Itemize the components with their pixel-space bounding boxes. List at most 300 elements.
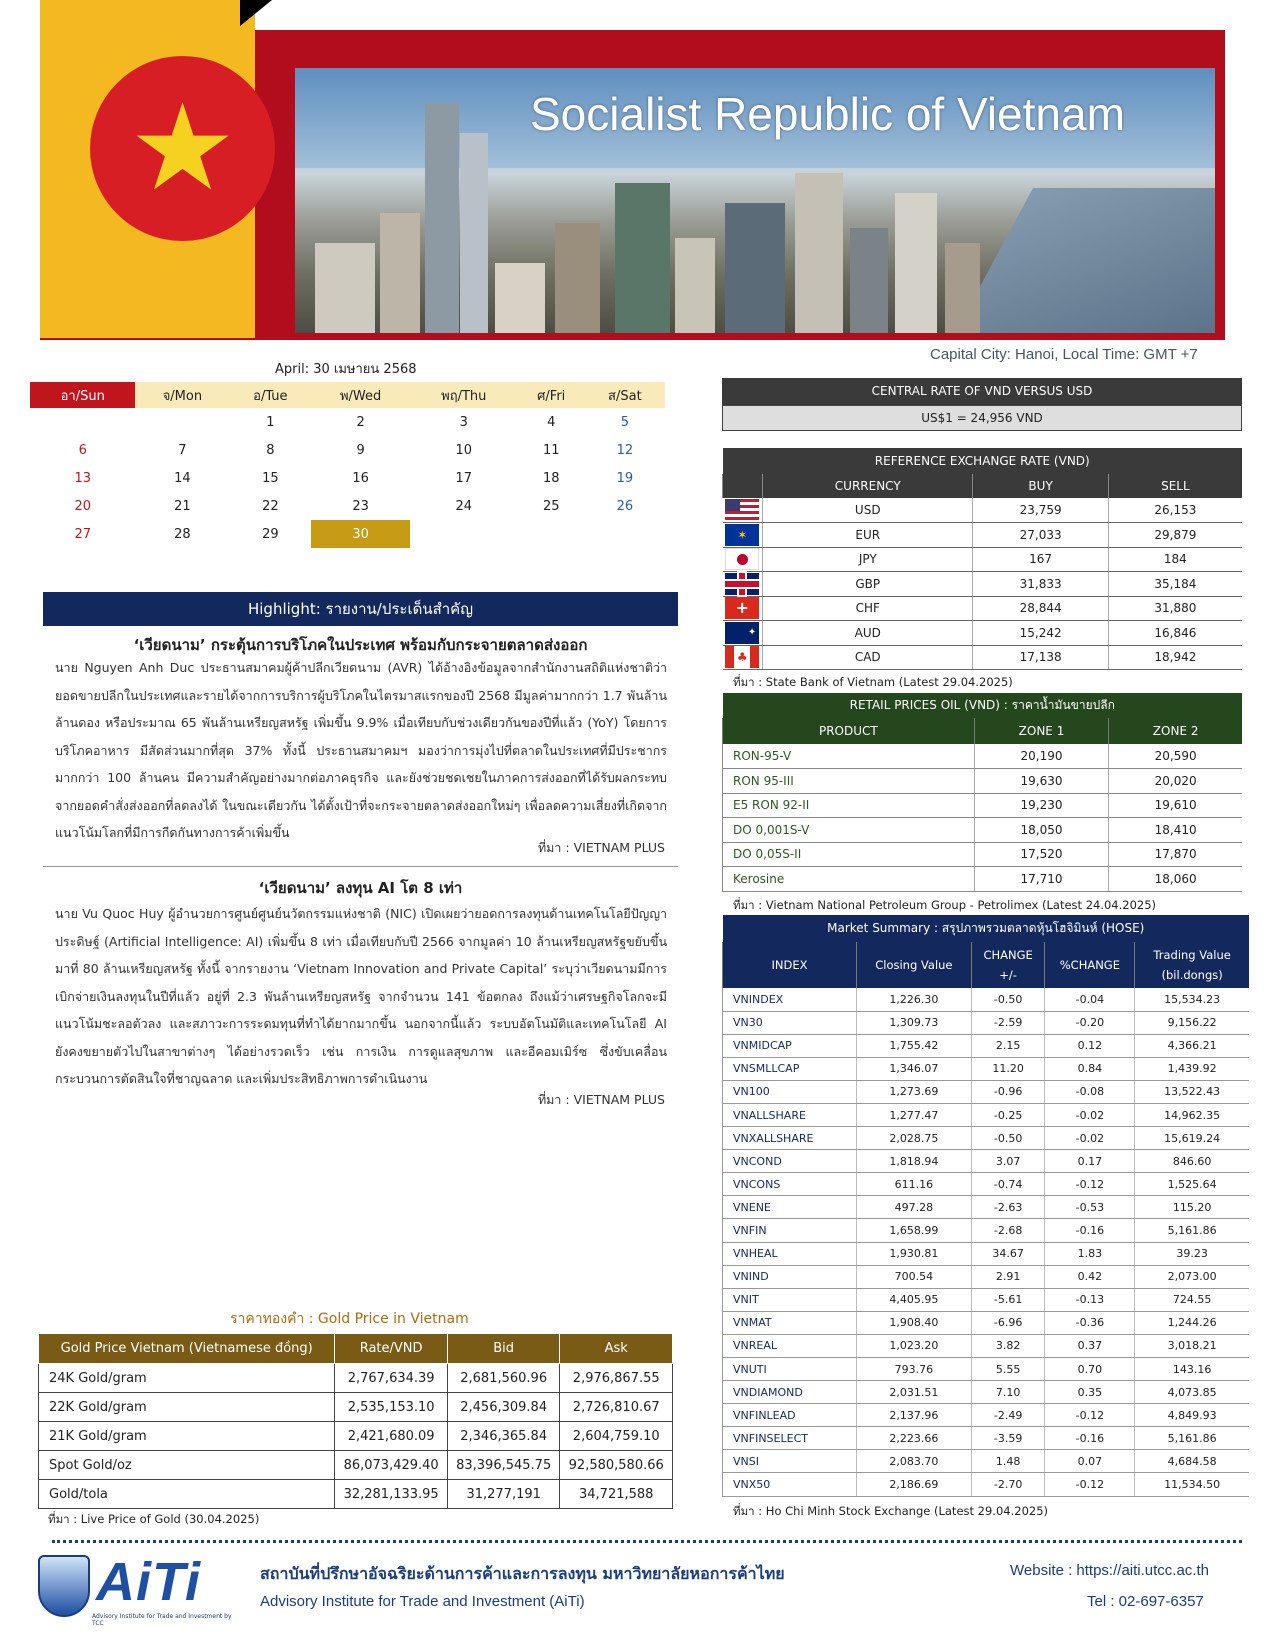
gold-header: Gold Price Vietnam (Vietnamese đồng) — [39, 1334, 335, 1364]
market-cell: VNSMLLCAP — [723, 1057, 857, 1080]
market-cell: 1,273.69 — [857, 1080, 972, 1103]
market-row — [723, 1404, 1250, 1427]
market-cell: 0.84 — [1045, 1057, 1135, 1080]
gold-row — [39, 1422, 673, 1451]
shield-icon — [38, 1555, 90, 1617]
gold-row — [39, 1393, 673, 1422]
market-cell: 2,031.51 — [857, 1381, 972, 1404]
market-header-line: Closing Value — [875, 958, 953, 972]
market-cell: 0.35 — [1045, 1381, 1135, 1404]
market-cell: 0.42 — [1045, 1265, 1135, 1288]
fx-flag-cell — [723, 645, 763, 670]
market-cell: -0.02 — [1045, 1127, 1135, 1150]
market-cell: -0.04 — [1045, 988, 1135, 1011]
calendar-day: 22 — [262, 498, 279, 514]
market-cell: VNFINSELECT — [723, 1427, 857, 1450]
calendar-day — [518, 520, 585, 548]
market-cell: 14,962.35 — [1135, 1103, 1249, 1126]
market-row — [723, 1473, 1250, 1496]
fx-cur: USD — [763, 498, 973, 523]
calendar-day: 2 — [356, 414, 365, 430]
market-cell: 0.07 — [1045, 1450, 1135, 1473]
ca-flag-icon: ♣ — [725, 646, 759, 668]
calendar-week — [30, 492, 665, 520]
market-header — [723, 942, 857, 988]
exchange-rate-table — [722, 448, 1242, 670]
calendar-day: 5 — [620, 414, 630, 430]
eu-flag-icon: ✶ — [725, 524, 759, 546]
market-cell: 2,083.70 — [857, 1450, 972, 1473]
gold-cell: 22K Gold/gram — [39, 1393, 335, 1422]
market-cell: -0.53 — [1045, 1196, 1135, 1219]
market-cell: -0.16 — [1045, 1219, 1135, 1242]
oil-cell: 18,050 — [974, 818, 1109, 843]
jp-flag-icon — [725, 548, 759, 570]
market-cell: VNINDEX — [723, 988, 857, 1011]
article-source: ที่มา : VIETNAM PLUS — [537, 1092, 665, 1107]
gold-row — [39, 1451, 673, 1480]
fx-row — [723, 621, 1243, 646]
market-cell: -6.96 — [971, 1311, 1045, 1334]
calendar-day: 1 — [266, 414, 275, 430]
article-body: นาย Vu Quoc Huy ผู้อำนวยการศูนย์ศูนย์นวัตกรรมแห่งชาติ (NIC) เปิดเผยว่ายอดการลงทุนด้านเทคโนโลยีปัญญาประดิษฐ์ (Artificial Intelligence: AI) เพิ่มขึ้น 8 เท่า เมื่อเทียบกับปี 2566 จากมูลค่า 10 ล้านเหรียญสหรัฐขยับขึ้นมาที่ 80 ล้านเหรียญสหรัฐ ทั้งนี้ จากรายงาน ‘Vietnam Innovation and Private Capital’ ระบุว่าเวียดนามมีการเบิกจ่ายเงินลงทุนในปีที่แล้ว อยู่ที่ 2.3 พันล้านเหรียญสหรัฐ จากจำนวน 141 ข้อตกลง ถึงแม้ว่าเศรษฐกิจโลกจะมีแนวโน้มชะลอตัวลง และสภาวะการระดมทุนที่ทำได้ยากมากขึ้น นอกจากนี้แล้ว ระบบอัตโนมัติและเทคโนโลยี AI ยังคงขยายตัวไปในสาขาต่างๆ ได้อย่างรวดเร็ว เช่น การเงิน การดูแลสุขภาพ และอีคอมเมิร์ซ ซึ่งขับเคลื่อนกระบวนการตัดสินใจที่ชาญฉลาด และเพิ่มประสิทธิภาพการดำเนินงาน — [55, 906, 667, 1086]
market-row — [723, 1150, 1250, 1173]
aiti-logo — [38, 1552, 243, 1627]
fx-cur: EUR — [763, 523, 973, 548]
market-row — [723, 1242, 1250, 1265]
fx-row — [723, 523, 1243, 548]
calendar-day: 11 — [542, 442, 560, 458]
fx-header: BUY — [973, 474, 1108, 498]
gold-cell: 2,726,810.67 — [560, 1393, 673, 1422]
market-header-line: +/- — [999, 968, 1017, 982]
calendar-day — [585, 520, 665, 548]
market-cell: VNFINLEAD — [723, 1404, 857, 1427]
market-cell: 9,156.22 — [1135, 1011, 1249, 1034]
au-flag-icon: ✦ — [725, 622, 759, 644]
market-header-line: %CHANGE — [1059, 958, 1120, 972]
fx-flag-cell — [723, 572, 763, 597]
fx-header: SELL — [1108, 474, 1242, 498]
fx-flag-cell — [723, 596, 763, 621]
calendar — [30, 382, 665, 548]
calendar-day: 30 — [311, 520, 409, 548]
fx-sell: 16,846 — [1108, 621, 1242, 646]
market-cell: 11.20 — [971, 1057, 1045, 1080]
oil-cell: 20,020 — [1109, 769, 1242, 794]
gold-cell: 2,346,365.84 — [447, 1422, 560, 1451]
gold-cell: 31,277,191 — [447, 1480, 560, 1509]
calendar-day: 9 — [356, 442, 365, 458]
fx-flag-cell — [723, 547, 763, 572]
gold-header: Rate/VND — [335, 1334, 448, 1364]
market-header-line: INDEX — [771, 958, 808, 972]
oil-cell: 18,060 — [1109, 867, 1242, 892]
market-cell: VNDIAMOND — [723, 1381, 857, 1404]
market-cell: 5.55 — [971, 1358, 1045, 1381]
central-rate-value: US$1 = 24,956 VND — [722, 405, 1242, 431]
market-cell: 2,137.96 — [857, 1404, 972, 1427]
calendar-day — [135, 408, 229, 436]
footer-divider — [52, 1540, 1242, 1543]
calendar-day-header: อ/Tue — [229, 382, 311, 408]
market-cell: 1,244.26 — [1135, 1311, 1249, 1334]
market-row — [723, 1265, 1250, 1288]
gold-table — [38, 1333, 673, 1509]
article-source: ที่มา : VIETNAM PLUS — [537, 840, 665, 855]
calendar-day: 19 — [616, 470, 634, 486]
fx-buy: 28,844 — [973, 596, 1108, 621]
gold-row — [39, 1364, 673, 1393]
calendar-day: 28 — [174, 526, 191, 542]
market-cell: VNFIN — [723, 1219, 857, 1242]
market-cell: -0.02 — [1045, 1103, 1135, 1126]
fx-cur: CHF — [763, 596, 973, 621]
market-cell: 5,161.86 — [1135, 1219, 1249, 1242]
fx-flag-cell — [723, 621, 763, 646]
market-source: ที่มา : Ho Chi Minh Stock Exchange (Latest 29.04.2025) — [733, 1504, 1049, 1518]
market-row — [723, 1196, 1250, 1219]
calendar-week — [30, 408, 665, 436]
market-cell: VNHEAL — [723, 1242, 857, 1265]
gold-cell: Gold/tola — [39, 1480, 335, 1509]
calendar-day: 24 — [455, 498, 473, 514]
country-title: Socialist Republic of Vietnam — [530, 88, 1125, 140]
market-cell: 15,534.23 — [1135, 988, 1249, 1011]
market-cell: 4,849.93 — [1135, 1404, 1249, 1427]
fx-row — [723, 498, 1243, 523]
market-row — [723, 1103, 1250, 1126]
fx-buy: 27,033 — [973, 523, 1108, 548]
market-cell: -0.12 — [1045, 1473, 1135, 1496]
market-cell: 0.12 — [1045, 1034, 1135, 1057]
market-cell: 1,309.73 — [857, 1011, 972, 1034]
oil-cell: 19,230 — [974, 793, 1109, 818]
calendar-day: 25 — [542, 498, 560, 514]
market-row — [723, 1450, 1250, 1473]
fx-row — [723, 572, 1243, 597]
gold-cell: Spot Gold/oz — [39, 1451, 335, 1480]
market-cell: 4,684.58 — [1135, 1450, 1249, 1473]
market-cell: 1,226.30 — [857, 988, 972, 1011]
market-cell: 1,908.40 — [857, 1311, 972, 1334]
us-flag-icon — [725, 499, 759, 521]
market-cell: 497.28 — [857, 1196, 972, 1219]
market-cell: -2.59 — [971, 1011, 1045, 1034]
calendar-day: 8 — [266, 442, 275, 458]
gold-title: ราคาทองคำ : Gold Price in Vietnam — [230, 1311, 469, 1327]
market-title: Market Summary : สรุปภาพรวมตลาดหุ้นโฮจิมินห์ (HOSE) — [723, 915, 1250, 942]
fx-buy: 31,833 — [973, 572, 1108, 597]
oil-row — [723, 842, 1243, 867]
gold-cell: 24K Gold/gram — [39, 1364, 335, 1393]
market-cell: 1,658.99 — [857, 1219, 972, 1242]
org-name-thai: สถาบันที่ปรึกษาอัจฉริยะด้านการค้าและการลงทุน มหาวิทยาลัยหอการค้าไทย — [260, 1564, 785, 1583]
fx-row — [723, 596, 1243, 621]
market-cell: 1,525.64 — [1135, 1173, 1249, 1196]
market-row — [723, 1127, 1250, 1150]
gold-cell: 2,767,634.39 — [335, 1364, 448, 1393]
calendar-day: 27 — [74, 526, 91, 542]
fx-cur: CAD — [763, 645, 973, 670]
market-cell: -3.59 — [971, 1427, 1045, 1450]
market-cell: 2,073.00 — [1135, 1265, 1249, 1288]
calendar-day: 13 — [74, 470, 91, 486]
gold-cell: 2,976,867.55 — [560, 1364, 673, 1393]
calendar-day: 10 — [455, 442, 473, 458]
market-header-line: CHANGE — [983, 948, 1033, 962]
calendar-day-header: ศ/Fri — [518, 382, 585, 408]
market-row — [723, 1219, 1250, 1242]
market-header-line: (bil.dongs) — [1161, 968, 1223, 982]
market-cell: 3.82 — [971, 1334, 1045, 1357]
calendar-day: 3 — [459, 414, 468, 430]
article-body: นาย Nguyen Anh Duc ประธานสมาคมผู้ค้าปลีกเวียดนาม (AVR) ได้อ้างอิงข้อมูลจากสำนักงานสถิติแห่งชาติว่า ยอดขายปลีกในประเทศและรายได้จากการบริการผู้บริโภคในไตรมาสแรกของปี 2568 มีมูลค่ามากกว่า 1.7 พันล้านล้านดอง หรือประมาณ 65 พันล้านเหรียญสหรัฐ เพิ่มขึ้น 9.9% เมื่อเทียบกับช่วงเดียวกันของปีที่แล้ว (YoY) โดยการบริโภคอาหาร มีสัดส่วนมากที่สุด 37% ทั้งนี้ ประธานสมาคมฯ มองว่าการมุ่งไปที่ตลาดในประเทศที่มีประชากรมากกว่า 100 ล้านคน มีความสำคัญอย่างมากต่อภาคธุรกิจ และยังช่วยชดเชยในภาคการส่งออกที่ได้รับผลกระทบจากยอดคำสั่งส่งออกที่ลดลงได้ ในขณะเดียวกัน ได้ตั้งเป้าที่จะกระจายตลาดส่งออกใหม่ๆ เพื่อลดความเสี่ยงที่เกิดจากแนวโน้มโลกที่มีการกีดกันทางการค้าเพิ่มขึ้น — [55, 660, 667, 840]
ch-flag-icon: + — [725, 597, 759, 619]
calendar-day — [410, 520, 518, 548]
gold-cell: 2,535,153.10 — [335, 1393, 448, 1422]
market-row — [723, 1381, 1250, 1404]
star-icon: ★ — [128, 78, 237, 218]
market-cell: -2.68 — [971, 1219, 1045, 1242]
oil-cell: 17,710 — [974, 867, 1109, 892]
oil-row — [723, 818, 1243, 843]
fx-buy: 15,242 — [973, 621, 1108, 646]
logo-text: AiTi — [96, 1552, 202, 1612]
market-cell: 611.16 — [857, 1173, 972, 1196]
market-cell: 0.70 — [1045, 1358, 1135, 1381]
market-row — [723, 1358, 1250, 1381]
market-cell: 1,818.94 — [857, 1150, 972, 1173]
oil-cell: 20,190 — [974, 744, 1109, 769]
oil-cell: E5 RON 92-II — [723, 793, 975, 818]
market-cell: 1,439.92 — [1135, 1057, 1249, 1080]
oil-header: ZONE 2 — [1109, 718, 1242, 744]
market-row — [723, 1011, 1250, 1034]
oil-cell: 17,520 — [974, 842, 1109, 867]
oil-cell: 19,630 — [974, 769, 1109, 794]
market-row — [723, 1288, 1250, 1311]
fx-cur: JPY — [763, 547, 973, 572]
market-cell: -2.49 — [971, 1404, 1045, 1427]
market-cell: VNREAL — [723, 1334, 857, 1357]
oil-cell: 19,610 — [1109, 793, 1242, 818]
calendar-day: 4 — [547, 414, 556, 430]
oil-row — [723, 793, 1243, 818]
market-row — [723, 1080, 1250, 1103]
market-header — [971, 942, 1045, 988]
fx-source: ที่มา : State Bank of Vietnam (Latest 29.04.2025) — [733, 675, 1013, 689]
fx-sell: 31,880 — [1108, 596, 1242, 621]
oil-row — [723, 769, 1243, 794]
oil-cell: 18,410 — [1109, 818, 1242, 843]
oil-cell: Kerosine — [723, 867, 975, 892]
market-cell: -0.12 — [1045, 1173, 1135, 1196]
telephone: Tel : 02-697-6357 — [1087, 1593, 1204, 1610]
market-cell: 1,930.81 — [857, 1242, 972, 1265]
fx-sell: 184 — [1108, 547, 1242, 572]
market-cell: 1,346.07 — [857, 1057, 972, 1080]
calendar-day: 23 — [352, 498, 369, 514]
corner-decoration — [240, 0, 272, 26]
gold-header: Bid — [447, 1334, 560, 1364]
org-name-english: Advisory Institute for Trade and Investment (AiTi) — [260, 1593, 585, 1610]
market-cell: -0.13 — [1045, 1288, 1135, 1311]
market-cell: VNIND — [723, 1265, 857, 1288]
calendar-day-header: พ/Wed — [311, 382, 409, 408]
market-cell: VNX50 — [723, 1473, 857, 1496]
market-cell: VNCONS — [723, 1173, 857, 1196]
market-cell: 793.76 — [857, 1358, 972, 1381]
calendar-day-header: อา/Sun — [30, 382, 135, 408]
market-cell: 1.48 — [971, 1450, 1045, 1473]
capital-info: Capital City: Hanoi, Local Time: GMT +7 — [930, 346, 1198, 363]
market-cell: -5.61 — [971, 1288, 1045, 1311]
market-cell: VNALLSHARE — [723, 1103, 857, 1126]
flag-circle — [90, 56, 275, 241]
market-cell: 5,161.86 — [1135, 1427, 1249, 1450]
fx-flag-header — [723, 474, 763, 498]
article-divider — [43, 866, 678, 867]
market-cell: VN30 — [723, 1011, 857, 1034]
market-cell: 1,755.42 — [857, 1034, 972, 1057]
gold-cell: 2,456,309.84 — [447, 1393, 560, 1422]
market-cell: 4,366.21 — [1135, 1034, 1249, 1057]
fx-row — [723, 547, 1243, 572]
market-cell: 39.23 — [1135, 1242, 1249, 1265]
market-cell: -0.20 — [1045, 1011, 1135, 1034]
market-cell: VNMIDCAP — [723, 1034, 857, 1057]
market-cell: 143.16 — [1135, 1358, 1249, 1381]
market-row — [723, 1334, 1250, 1357]
central-rate-title: CENTRAL RATE OF VND VERSUS USD — [722, 378, 1242, 405]
market-cell: 4,073.85 — [1135, 1381, 1249, 1404]
gold-cell: 2,421,680.09 — [335, 1422, 448, 1451]
oil-cell: RON 95-III — [723, 769, 975, 794]
market-cell: -0.12 — [1045, 1404, 1135, 1427]
market-cell: 2,223.66 — [857, 1427, 972, 1450]
market-row — [723, 1427, 1250, 1450]
oil-row — [723, 744, 1243, 769]
calendar-day: 17 — [455, 470, 473, 486]
website-link[interactable]: Website : https://aiti.utcc.ac.th — [1010, 1562, 1209, 1579]
gold-source: ที่มา : Live Price of Gold (30.04.2025) — [48, 1512, 260, 1526]
gold-cell: 32,281,133.95 — [335, 1480, 448, 1509]
calendar-day — [30, 408, 135, 436]
market-cell: -0.96 — [971, 1080, 1045, 1103]
oil-row — [723, 867, 1243, 892]
market-cell: VNMAT — [723, 1311, 857, 1334]
calendar-week — [30, 436, 665, 464]
market-cell: 1,023.20 — [857, 1334, 972, 1357]
calendar-day: 14 — [174, 470, 191, 486]
fx-title: REFERENCE EXCHANGE RATE (VND) — [723, 448, 1243, 474]
market-cell: 724.55 — [1135, 1288, 1249, 1311]
market-header — [1045, 942, 1135, 988]
fx-buy: 23,759 — [973, 498, 1108, 523]
market-cell: -0.74 — [971, 1173, 1045, 1196]
oil-cell: 20,590 — [1109, 744, 1242, 769]
calendar-day: 26 — [616, 498, 634, 514]
market-cell: -0.08 — [1045, 1080, 1135, 1103]
gold-cell: 92,580,580.66 — [560, 1451, 673, 1480]
fx-sell: 18,942 — [1108, 645, 1242, 670]
calendar-day: 15 — [262, 470, 279, 486]
calendar-day: 7 — [178, 442, 187, 458]
market-cell: 13,522.43 — [1135, 1080, 1249, 1103]
market-cell: 2.15 — [971, 1034, 1045, 1057]
market-header-line: Trading Value — [1153, 948, 1231, 962]
gold-header: Ask — [560, 1334, 673, 1364]
calendar-day: 21 — [174, 498, 191, 514]
fx-flag-cell — [723, 498, 763, 523]
gold-cell: 86,073,429.40 — [335, 1451, 448, 1480]
market-cell: -2.70 — [971, 1473, 1045, 1496]
market-cell: -0.36 — [1045, 1311, 1135, 1334]
fx-row — [723, 645, 1243, 670]
market-row — [723, 1311, 1250, 1334]
gold-cell: 34,721,588 — [560, 1480, 673, 1509]
market-header — [857, 942, 972, 988]
fx-sell: 26,153 — [1108, 498, 1242, 523]
market-cell: 0.37 — [1045, 1334, 1135, 1357]
fx-header: CURRENCY — [763, 474, 973, 498]
market-row — [723, 1034, 1250, 1057]
gold-cell: 2,681,560.96 — [447, 1364, 560, 1393]
gold-row — [39, 1480, 673, 1509]
oil-cell: RON-95-V — [723, 744, 975, 769]
market-cell: VNIT — [723, 1288, 857, 1311]
market-cell: 15,619.24 — [1135, 1127, 1249, 1150]
oil-title: RETAIL PRICES OIL (VND) : ราคาน้ำมันขายปลีก — [723, 693, 1243, 718]
market-cell: 1,277.47 — [857, 1103, 972, 1126]
market-cell: 115.20 — [1135, 1196, 1249, 1219]
oil-source: ที่มา : Vietnam National Petroleum Group - Petrolimex (Latest 24.04.2025) — [733, 898, 1157, 912]
fx-cur: GBP — [763, 572, 973, 597]
market-header — [1135, 942, 1249, 988]
article-title: ‘เวียดนาม’ กระตุ้นการบริโภคในประเทศ พร้อมกับกระจายตลาดส่งออก — [133, 636, 588, 654]
market-cell: 1.83 — [1045, 1242, 1135, 1265]
market-cell: VN100 — [723, 1080, 857, 1103]
fx-flag-cell — [723, 523, 763, 548]
fx-cur: AUD — [763, 621, 973, 646]
calendar-day: 18 — [542, 470, 560, 486]
gold-cell: 21K Gold/gram — [39, 1422, 335, 1451]
market-cell: VNUTI — [723, 1358, 857, 1381]
calendar-day: 20 — [74, 498, 91, 514]
calendar-day: 16 — [352, 470, 369, 486]
fx-buy: 17,138 — [973, 645, 1108, 670]
market-cell: 34.67 — [971, 1242, 1045, 1265]
market-summary-table — [722, 915, 1249, 1497]
market-cell: VNCOND — [723, 1150, 857, 1173]
market-cell: 3,018.21 — [1135, 1334, 1249, 1357]
market-cell: VNXALLSHARE — [723, 1127, 857, 1150]
market-row — [723, 1057, 1250, 1080]
market-row — [723, 1173, 1250, 1196]
calendar-day-header: จ/Mon — [135, 382, 229, 408]
oil-cell: 17,870 — [1109, 842, 1242, 867]
market-cell: -0.50 — [971, 988, 1045, 1011]
oil-price-table — [722, 693, 1242, 892]
oil-header: ZONE 1 — [974, 718, 1109, 744]
gb-flag-icon — [725, 573, 759, 595]
calendar-day-header: พฤ/Thu — [410, 382, 518, 408]
market-cell: 7.10 — [971, 1381, 1045, 1404]
market-cell: 2,186.69 — [857, 1473, 972, 1496]
calendar-title: April: 30 เมษายน 2568 — [275, 362, 417, 377]
market-cell: 700.54 — [857, 1265, 972, 1288]
